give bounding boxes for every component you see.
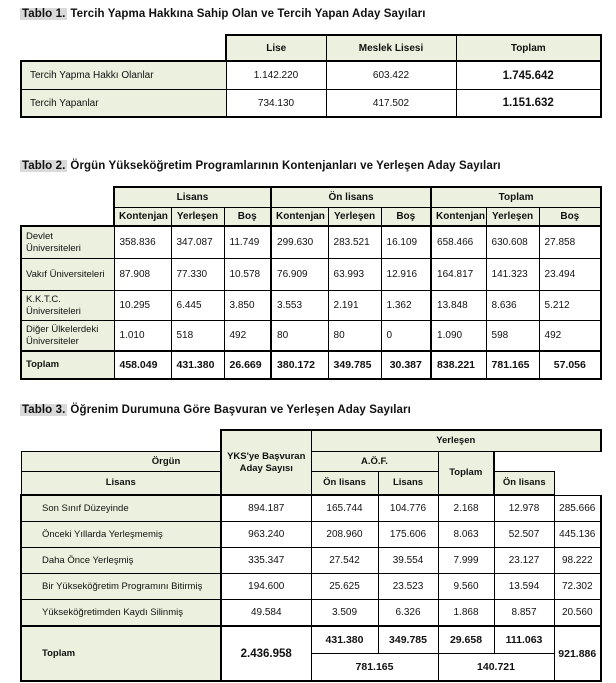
table1 — [20, 34, 602, 118]
table2-cell: 76.909 — [271, 259, 328, 291]
table2-subcol: Boş — [224, 208, 271, 227]
table3-tag: Tablo 3. — [22, 404, 66, 416]
table3-col-placed: Yerleşen — [311, 430, 601, 452]
table3-cell: 8.857 — [494, 600, 554, 627]
table3-cell: 894.187 — [221, 495, 311, 522]
table2-group-onlisans: Ön lisans — [271, 187, 431, 208]
table3-cell: 23.523 — [378, 574, 438, 600]
table3-cell: 7.999 — [438, 548, 494, 574]
table3-cell: 52.507 — [494, 522, 554, 548]
table2-cell: 1.010 — [114, 321, 171, 352]
table3-cell: 20.560 — [554, 600, 601, 627]
table3-cell: 1.868 — [438, 600, 494, 627]
table2-cell: 11.749 — [224, 226, 271, 259]
table1-row-label: Tercih Yapanlar — [21, 90, 226, 118]
table3-title — [20, 404, 600, 416]
table3-total-cell: 349.785 — [378, 626, 438, 654]
table3-cell: 104.776 — [378, 495, 438, 522]
table2-cell: 141.323 — [486, 259, 539, 291]
table2-cell: 598 — [486, 321, 539, 352]
table3-total-applicants: 2.436.958 — [221, 626, 311, 681]
table2-cell: 6.445 — [171, 291, 224, 321]
table3-cell: 13.594 — [494, 574, 554, 600]
table2-total-cell: 30.387 — [381, 351, 431, 379]
table1-col-lise: Lise — [226, 35, 326, 61]
table2-total-cell: 26.669 — [224, 351, 271, 379]
table1-cell: 603.422 — [326, 61, 456, 90]
table2-cell: 1.090 — [431, 321, 486, 352]
table1-corner-spacer — [21, 35, 226, 61]
table2-cell: 80 — [271, 321, 328, 352]
table2-cell: 77.330 — [171, 259, 224, 291]
table3-total-grand: 921.886 — [554, 626, 601, 681]
table3-row-label: Önceki Yıllarda Yerleşmemiş — [21, 522, 221, 548]
table3-cell: 23.127 — [494, 548, 554, 574]
table2-cell: 358.836 — [114, 226, 171, 259]
table2-subcol: Yerleşen — [171, 208, 224, 227]
table2-corner-spacer — [21, 208, 114, 227]
table3-cell: 49.584 — [221, 600, 311, 627]
table2-total-cell: 458.049 — [114, 351, 171, 379]
table3-row-label: Son Sınıf Düzeyinde — [21, 495, 221, 522]
table2-row-label: K.K.T.C. Üniversiteleri — [21, 291, 114, 321]
table1-title-text: Tercih Yapma Hakkına Sahip Olan ve Tercih Yapan Aday Sayıları — [70, 8, 426, 20]
table2-cell: 8.636 — [486, 291, 539, 321]
table3-total-cell: 29.658 — [438, 626, 494, 654]
table2-cell: 12.916 — [381, 259, 431, 291]
table3-title-text: Öğrenim Durumuna Göre Başvuran ve Yerleşen Aday Sayıları — [70, 404, 411, 416]
table3-total-cell: 111.063 — [494, 626, 554, 654]
table3-subcol-lisans: Lisans — [21, 472, 221, 496]
table2-cell: 0 — [381, 321, 431, 352]
table2-cell: 16.109 — [381, 226, 431, 259]
table2-total-cell: 781.165 — [486, 351, 539, 379]
table2-cell: 299.630 — [271, 226, 328, 259]
table2-corner-spacer — [21, 187, 114, 208]
table2-total-label: Toplam — [21, 351, 114, 379]
table2-total-cell: 380.172 — [271, 351, 328, 379]
table2-cell: 10.295 — [114, 291, 171, 321]
table2-cell: 10.578 — [224, 259, 271, 291]
table2-group-lisans: Lisans — [114, 187, 271, 208]
table3-cell: 208.960 — [311, 522, 378, 548]
table1-cell: 734.130 — [226, 90, 326, 118]
table3-cell: 2.168 — [438, 495, 494, 522]
table2-cell: 27.858 — [539, 226, 601, 259]
table2-subcol: Kontenjan — [271, 208, 328, 227]
table3-subcol-lisans: Lisans — [378, 472, 438, 496]
table2-cell: 23.494 — [539, 259, 601, 291]
table2-cell: 63.993 — [328, 259, 381, 291]
table3-row-label: Yükseköğretimden Kaydı Silinmiş — [21, 600, 221, 627]
table3-subcol-onlisans: Ön lisans — [494, 472, 554, 496]
table2-group-toplam: Toplam — [431, 187, 601, 208]
table3-corner-spacer — [21, 430, 221, 452]
table3-cell: 27.542 — [311, 548, 378, 574]
table2-title-text: Örgün Yükseköğretim Programlarının Kontenjanları ve Yerleşen Aday Sayıları — [70, 160, 501, 172]
table3-cell: 285.666 — [554, 495, 601, 522]
table1-cell: 417.502 — [326, 90, 456, 118]
table2-total-cell: 838.221 — [431, 351, 486, 379]
table2-total-cell: 57.056 — [539, 351, 601, 379]
table3-group-orgun: Örgün — [21, 452, 311, 472]
table3-cell: 6.326 — [378, 600, 438, 627]
table2-cell: 492 — [224, 321, 271, 352]
table2-cell: 80 — [328, 321, 381, 352]
table3-group-aof: A.Ö.F. — [311, 452, 438, 472]
table3-subcol-onlisans: Ön lisans — [311, 472, 378, 496]
table3-cell: 12.978 — [494, 495, 554, 522]
table2-title — [20, 160, 600, 172]
table2-cell: 5.212 — [539, 291, 601, 321]
table3-cell: 963.240 — [221, 522, 311, 548]
table3 — [20, 429, 602, 682]
table3-col-applicants: YKS'ye Başvuran Aday Sayısı — [221, 430, 311, 495]
table2-total-cell: 349.785 — [328, 351, 381, 379]
table2-cell: 492 — [539, 321, 601, 352]
table3-cell: 3.509 — [311, 600, 378, 627]
table2-total-cell: 431.380 — [171, 351, 224, 379]
table3-cell: 194.600 — [221, 574, 311, 600]
table2-cell: 630.608 — [486, 226, 539, 259]
table2-subcol: Kontenjan — [114, 208, 171, 227]
table3-cell: 165.744 — [311, 495, 378, 522]
table2-cell: 3.553 — [271, 291, 328, 321]
table2-cell: 87.908 — [114, 259, 171, 291]
table2-cell: 658.466 — [431, 226, 486, 259]
table1-total-cell: 1.745.642 — [456, 61, 601, 90]
table3-row-label: Bir Yükseköğretim Programını Bitirmiş — [21, 574, 221, 600]
table2-cell: 347.087 — [171, 226, 224, 259]
table2-cell: 3.850 — [224, 291, 271, 321]
table3-cell: 25.625 — [311, 574, 378, 600]
table1-title — [20, 8, 600, 20]
table1-col-meslek: Meslek Lisesi — [326, 35, 456, 61]
table1-col-toplam: Toplam — [456, 35, 601, 61]
table3-col-toplam: Toplam — [438, 452, 494, 496]
table2-cell: 1.362 — [381, 291, 431, 321]
table3-cell: 445.136 — [554, 522, 601, 548]
table3-total-orgun-sum: 781.165 — [311, 654, 438, 682]
table3-cell: 72.302 — [554, 574, 601, 600]
table3-cell: 175.606 — [378, 522, 438, 548]
table2-tag: Tablo 2. — [22, 160, 66, 172]
table3-row-label: Daha Önce Yerleşmiş — [21, 548, 221, 574]
table2 — [20, 186, 602, 380]
table2-cell: 13.848 — [431, 291, 486, 321]
table3-cell: 39.554 — [378, 548, 438, 574]
table2-cell: 164.817 — [431, 259, 486, 291]
table1-total-cell: 1.151.632 — [456, 90, 601, 118]
table2-row-label: Devlet Üniversiteleri — [21, 226, 114, 259]
table3-total-label: Toplam — [21, 626, 221, 681]
table3-cell: 8.063 — [438, 522, 494, 548]
table2-subcol: Boş — [539, 208, 601, 227]
table2-cell: 2.191 — [328, 291, 381, 321]
table2-subcol: Kontenjan — [431, 208, 486, 227]
table2-subcol: Boş — [381, 208, 431, 227]
table2-row-label: Diğer Ülkelerdeki Üniversiteler — [21, 321, 114, 352]
table3-cell: 98.222 — [554, 548, 601, 574]
table2-cell: 283.521 — [328, 226, 381, 259]
table2-cell: 518 — [171, 321, 224, 352]
table1-row-label: Tercih Yapma Hakkı Olanlar — [21, 61, 226, 90]
table1-cell: 1.142.220 — [226, 61, 326, 90]
table2-row-label: Vakıf Üniversiteleri — [21, 259, 114, 291]
table2-subcol: Yerleşen — [486, 208, 539, 227]
table3-cell: 335.347 — [221, 548, 311, 574]
table2-subcol: Yerleşen — [328, 208, 381, 227]
table3-total-aof-sum: 140.721 — [438, 654, 554, 682]
table1-tag: Tablo 1. — [22, 8, 66, 20]
table3-total-cell: 431.380 — [311, 626, 378, 654]
table3-cell: 9.560 — [438, 574, 494, 600]
